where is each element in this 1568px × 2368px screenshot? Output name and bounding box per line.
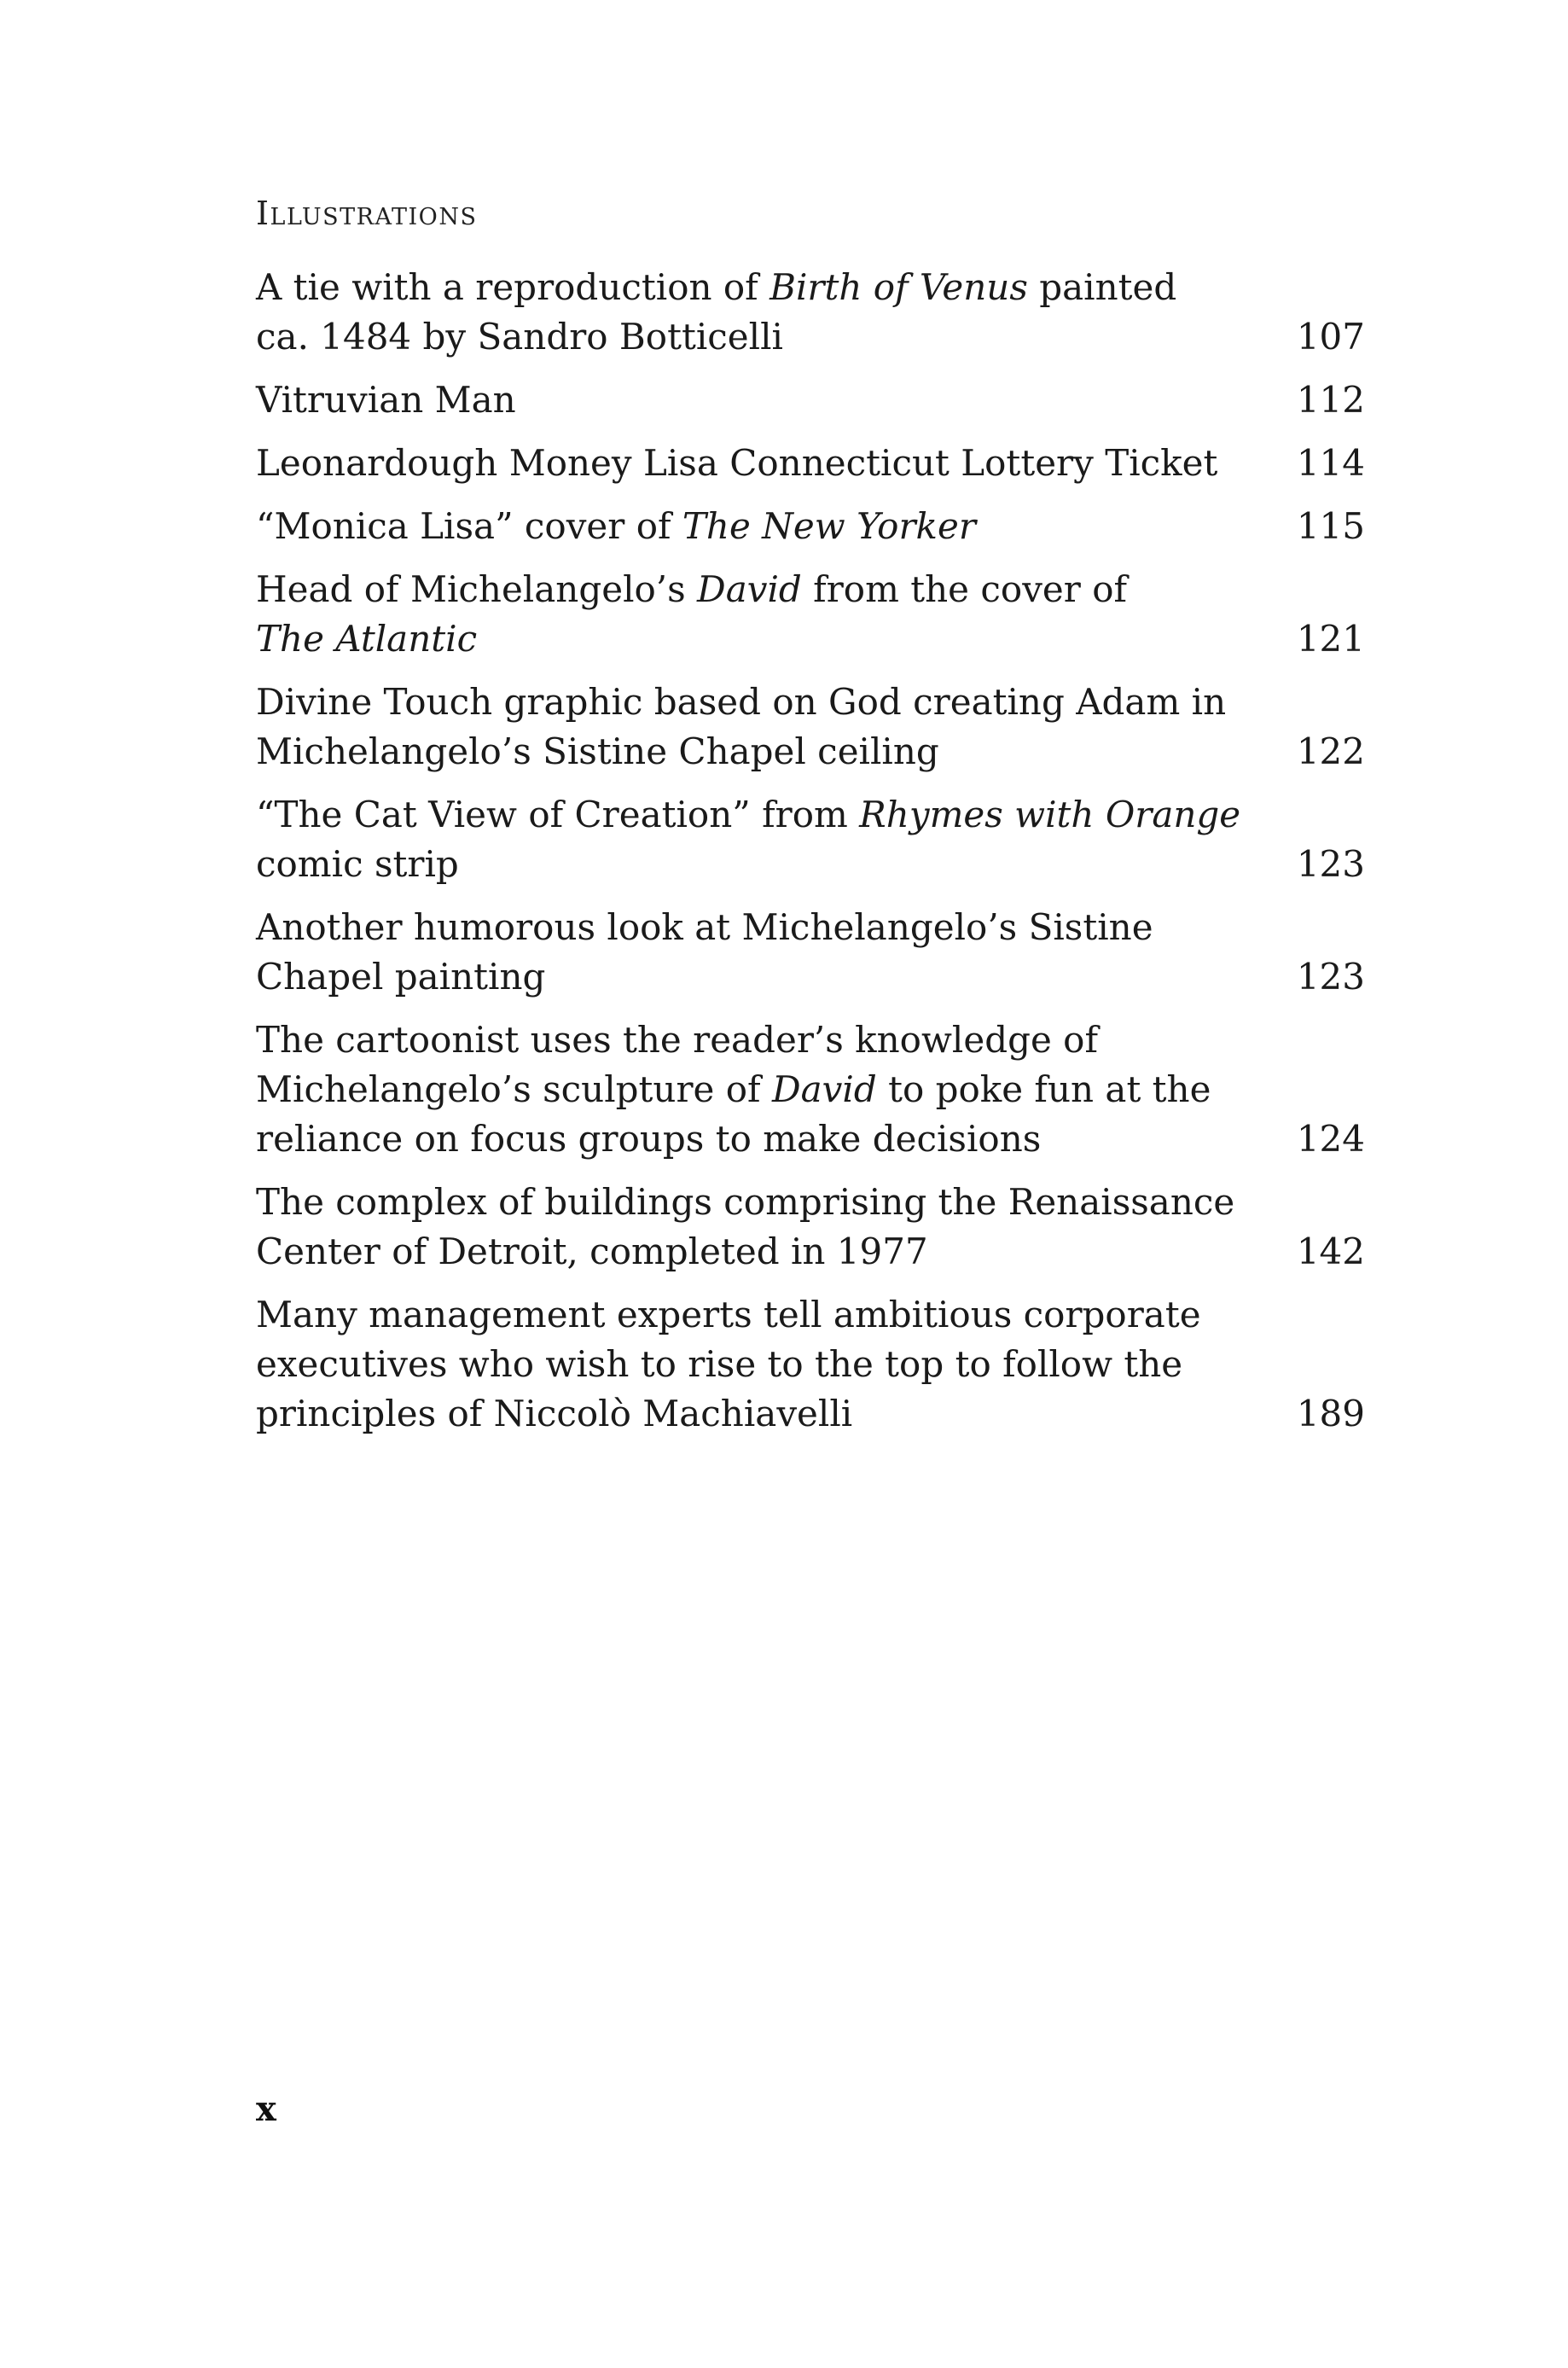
entry-caption xyxy=(256,1178,1235,1277)
caption-line xyxy=(256,1114,1194,1164)
entry-page-number: 112 xyxy=(1296,379,1365,421)
caption-text: Michelangelo’s sculpture of xyxy=(256,1068,772,1110)
caption-line xyxy=(256,1340,1194,1389)
caption-text: Chapel painting xyxy=(256,956,546,998)
entry-page-number: 114 xyxy=(1296,442,1365,484)
caption-line xyxy=(256,614,1194,664)
illustration-entry xyxy=(256,903,1365,1002)
italic-title: Rhymes with Orange xyxy=(859,794,1241,835)
italic-title: The Atlantic xyxy=(256,618,478,660)
caption-line xyxy=(256,375,1194,425)
caption-line xyxy=(256,312,1194,362)
caption-text: to poke fun at the xyxy=(876,1068,1211,1110)
caption-line xyxy=(256,1290,1201,1340)
caption-line xyxy=(256,952,1194,1002)
entry-page-number: 142 xyxy=(1296,1231,1365,1272)
caption-text: Many management experts tell ambitious corporate xyxy=(256,1294,1201,1335)
entry-page-number: 107 xyxy=(1296,316,1365,358)
caption-text: reliance on focus groups to make decisions xyxy=(256,1118,1042,1160)
entry-caption xyxy=(256,1290,1201,1439)
illustrations-list xyxy=(256,263,1365,1452)
entry-caption xyxy=(256,565,1194,664)
entry-caption xyxy=(256,439,1218,488)
caption-line xyxy=(256,1389,1194,1439)
caption-line xyxy=(256,903,1194,952)
caption-text: A tie with a reproduction of xyxy=(256,266,770,308)
illustration-entry xyxy=(256,502,1365,551)
entry-page-number: 121 xyxy=(1296,618,1365,660)
caption-line xyxy=(256,678,1227,727)
caption-text: Vitruvian Man xyxy=(256,379,516,421)
entry-page-number: 122 xyxy=(1296,730,1365,772)
caption-text: Center of Detroit, completed in 1977 xyxy=(256,1231,928,1272)
illustration-entry xyxy=(256,263,1365,362)
caption-text: “The Cat View of Creation” from xyxy=(256,794,860,835)
caption-line xyxy=(256,439,1218,488)
caption-text: principles of Niccolò Machiavelli xyxy=(256,1393,853,1434)
caption-text: Another humorous look at Michelangelo’s Sistine xyxy=(256,906,1153,948)
illustration-entry xyxy=(256,439,1365,488)
caption-line xyxy=(256,263,1194,312)
entry-page-number: 124 xyxy=(1296,1118,1365,1160)
caption-line xyxy=(256,790,1241,840)
caption-text: The complex of buildings comprising the Renaissance xyxy=(256,1181,1235,1223)
italic-title: Birth of Venus xyxy=(769,266,1028,308)
caption-text: from the cover of xyxy=(801,568,1128,610)
caption-text: The cartoonist uses the reader’s knowledge of xyxy=(256,1019,1098,1061)
caption-text: comic strip xyxy=(256,843,459,885)
entry-page-number: 123 xyxy=(1296,956,1365,998)
entry-caption xyxy=(256,263,1194,362)
illustration-entry xyxy=(256,1015,1365,1164)
caption-text: painted xyxy=(1027,266,1177,308)
illustration-entry xyxy=(256,678,1365,777)
italic-title: David xyxy=(771,1068,877,1110)
caption-line xyxy=(256,1178,1235,1227)
caption-text: “Monica Lisa” cover of xyxy=(256,505,682,547)
caption-line xyxy=(256,1227,1194,1277)
caption-line xyxy=(256,840,1194,889)
illustration-entry xyxy=(256,375,1365,425)
illustration-entry xyxy=(256,790,1365,889)
caption-text: ca. 1484 by Sandro Botticelli xyxy=(256,316,783,358)
caption-line xyxy=(256,1015,1194,1065)
illustration-entry xyxy=(256,1290,1365,1439)
running-head: Illustrations xyxy=(256,195,478,232)
caption-text: Michelangelo’s Sistine Chapel ceiling xyxy=(256,730,939,772)
caption-text: Divine Touch graphic based on God creating Adam in xyxy=(256,681,1227,723)
italic-title: The New Yorker xyxy=(682,505,976,547)
illustration-entry xyxy=(256,565,1365,664)
entry-caption xyxy=(256,1015,1211,1164)
entry-page-number: 123 xyxy=(1296,843,1365,885)
caption-line xyxy=(256,502,1194,551)
caption-line xyxy=(256,727,1194,777)
caption-line xyxy=(256,1065,1211,1114)
caption-text: Leonardough Money Lisa Connecticut Lottery Ticket xyxy=(256,442,1218,484)
italic-title: David xyxy=(697,568,802,610)
caption-text: Head of Michelangelo’s xyxy=(256,568,698,610)
entry-caption xyxy=(256,903,1194,1002)
entry-page-number: 189 xyxy=(1296,1393,1365,1434)
illustration-entry xyxy=(256,1178,1365,1277)
entry-caption xyxy=(256,502,1194,551)
entry-caption xyxy=(256,790,1241,889)
page-folio: x xyxy=(256,2089,276,2129)
caption-text: executives who wish to rise to the top to follow the xyxy=(256,1343,1183,1385)
caption-line xyxy=(256,565,1194,614)
entry-caption xyxy=(256,678,1227,777)
entry-caption xyxy=(256,375,1194,425)
entry-page-number: 115 xyxy=(1296,505,1365,547)
